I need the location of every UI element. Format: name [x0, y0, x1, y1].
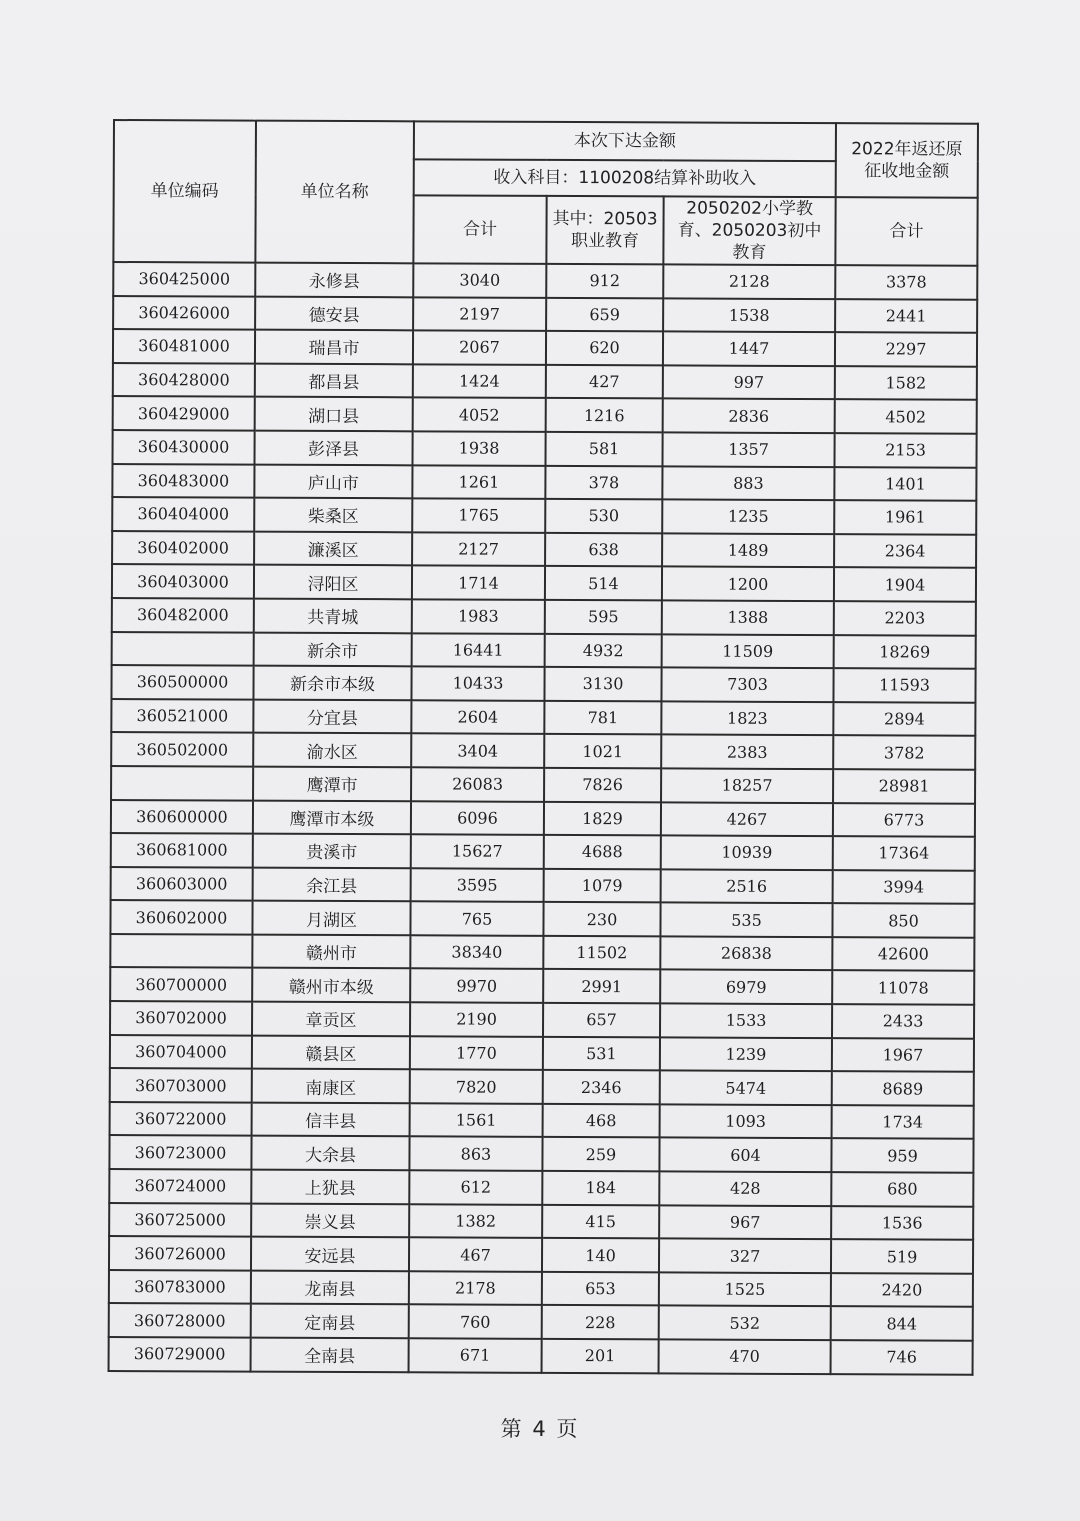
unit-code-cell: 360425000 — [113, 262, 255, 296]
unit-name-cell: 月湖区 — [252, 901, 410, 935]
unit-code-cell: 360704000 — [110, 1035, 252, 1069]
vocational-cell: 514 — [545, 566, 662, 600]
unit-code-cell: 360702000 — [110, 1001, 252, 1035]
total-cell: 467 — [409, 1238, 542, 1272]
vocational-cell: 595 — [545, 600, 662, 634]
table-row — [113, 262, 977, 299]
primary-middle-cell: 1447 — [663, 332, 835, 366]
unit-name-cell: 德安县 — [255, 296, 413, 330]
return-total-cell: 2203 — [834, 601, 976, 635]
return-total-cell: 3782 — [833, 735, 975, 769]
return-total-cell: 2153 — [835, 433, 977, 467]
vocational-cell: 468 — [543, 1104, 660, 1138]
return-total-cell: 1734 — [832, 1105, 974, 1139]
return-total-cell: 2433 — [832, 1004, 974, 1038]
vocational-cell: 781 — [544, 701, 661, 735]
unit-code-cell — [111, 766, 253, 800]
header-unit-code: 单位编码 — [113, 120, 256, 263]
primary-middle-cell: 7303 — [661, 668, 833, 702]
total-cell: 9970 — [410, 969, 543, 1003]
table-row — [113, 296, 977, 333]
unit-code-cell: 360500000 — [111, 665, 253, 699]
table-row — [111, 867, 975, 904]
total-cell: 2178 — [409, 1271, 542, 1305]
return-total-cell: 3994 — [833, 870, 975, 904]
table-row — [110, 1068, 974, 1105]
primary-middle-cell: 883 — [662, 466, 834, 500]
total-cell: 612 — [409, 1170, 542, 1204]
total-cell: 2067 — [413, 330, 546, 364]
primary-middle-cell: 1525 — [659, 1272, 831, 1306]
return-total-cell: 17364 — [833, 836, 975, 870]
return-total-cell: 959 — [831, 1139, 973, 1173]
primary-middle-cell: 1489 — [662, 533, 834, 567]
vocational-cell: 653 — [542, 1272, 659, 1306]
unit-name-cell: 渝水区 — [253, 733, 411, 767]
total-cell: 1561 — [410, 1103, 543, 1137]
table-row — [112, 430, 976, 467]
unit-name-cell: 信丰县 — [252, 1102, 410, 1136]
header-return-amount-text: 2022年返还原征收地金额 — [851, 139, 963, 182]
primary-middle-cell: 2383 — [661, 735, 833, 769]
primary-middle-cell: 604 — [659, 1138, 831, 1172]
primary-middle-cell: 997 — [663, 365, 835, 399]
unit-name-cell: 新余市 — [254, 632, 412, 666]
primary-middle-cell: 532 — [659, 1306, 831, 1340]
table-row — [109, 1303, 973, 1340]
unit-code-cell: 360703000 — [110, 1068, 252, 1102]
header-primary-middle-text: 2050202小学教育、2050203初中教育 — [677, 198, 822, 263]
primary-middle-cell: 1388 — [662, 600, 834, 634]
return-total-cell: 2441 — [835, 299, 977, 333]
vocational-cell: 659 — [546, 297, 663, 331]
unit-code-cell: 360726000 — [109, 1236, 251, 1270]
table-row — [110, 934, 974, 971]
vocational-cell: 4688 — [544, 835, 661, 869]
unit-code-cell — [110, 934, 252, 968]
table-row — [112, 564, 976, 601]
unit-name-cell: 都昌县 — [255, 363, 413, 397]
return-total-cell: 42600 — [832, 937, 974, 971]
total-cell: 1714 — [412, 566, 545, 600]
unit-code-cell: 360402000 — [112, 531, 254, 565]
primary-middle-cell: 1823 — [661, 701, 833, 735]
unit-code-cell: 360430000 — [112, 430, 254, 464]
total-cell: 3040 — [413, 263, 546, 297]
return-total-cell: 2894 — [833, 702, 975, 736]
unit-name-cell: 永修县 — [255, 263, 413, 297]
unit-name-cell: 余江县 — [253, 867, 411, 901]
header-unit-name: 单位名称 — [255, 121, 414, 264]
table-row — [113, 329, 977, 366]
total-cell: 2604 — [411, 700, 544, 734]
return-total-cell: 1961 — [834, 500, 976, 534]
vocational-cell: 530 — [545, 499, 662, 533]
vocational-cell: 912 — [546, 264, 663, 298]
header-return-amount — [836, 123, 978, 198]
primary-middle-cell: 2516 — [661, 869, 833, 903]
unit-name-cell: 濂溪区 — [254, 531, 412, 565]
unit-code-cell: 360728000 — [109, 1303, 251, 1337]
primary-middle-cell: 11509 — [662, 634, 834, 668]
vocational-cell: 1021 — [544, 734, 661, 768]
vocational-cell: 1216 — [546, 398, 663, 432]
total-cell: 671 — [409, 1338, 542, 1372]
unit-code-cell: 360481000 — [113, 329, 255, 363]
unit-name-cell: 浔阳区 — [254, 565, 412, 599]
table-row — [109, 1337, 973, 1374]
unit-name-cell: 赣州市 — [252, 934, 410, 968]
unit-code-cell: 360428000 — [113, 363, 255, 397]
return-total-cell: 11593 — [833, 668, 975, 702]
vocational-cell: 638 — [545, 533, 662, 567]
allocation-table — [108, 119, 979, 1375]
table-row — [113, 396, 977, 433]
primary-middle-cell: 10939 — [661, 835, 833, 869]
unit-code-cell: 360722000 — [110, 1102, 252, 1136]
header-vocational — [546, 196, 663, 265]
total-cell: 26083 — [411, 767, 544, 801]
table-row — [112, 464, 976, 501]
total-cell: 16441 — [412, 633, 545, 667]
total-cell: 1261 — [412, 465, 545, 499]
vocational-cell: 657 — [543, 1003, 660, 1037]
vocational-cell: 378 — [545, 465, 662, 499]
unit-name-cell: 湖口县 — [255, 397, 413, 431]
unit-code-cell: 360426000 — [113, 296, 255, 330]
unit-code-cell: 360602000 — [110, 900, 252, 934]
primary-middle-cell: 1200 — [662, 567, 834, 601]
unit-code-cell: 360724000 — [109, 1169, 251, 1203]
unit-code-cell: 360483000 — [112, 464, 254, 498]
vocational-cell: 531 — [543, 1037, 660, 1071]
table-row — [111, 833, 975, 870]
unit-name-cell: 彭泽县 — [254, 431, 412, 465]
total-cell: 2127 — [412, 532, 545, 566]
return-total-cell: 18269 — [834, 635, 976, 669]
primary-middle-cell: 470 — [659, 1339, 831, 1373]
return-total-cell: 1536 — [831, 1206, 973, 1240]
unit-name-cell: 章贡区 — [252, 1002, 410, 1036]
unit-code-cell: 360521000 — [111, 699, 253, 733]
table-row — [111, 799, 975, 836]
vocational-cell: 228 — [542, 1305, 659, 1339]
table-row — [112, 632, 976, 669]
primary-middle-cell: 535 — [660, 903, 832, 937]
table-row — [109, 1236, 973, 1273]
unit-code-cell: 360482000 — [112, 598, 254, 632]
primary-middle-cell: 1235 — [662, 500, 834, 534]
total-cell: 1770 — [410, 1036, 543, 1070]
return-total-cell: 519 — [831, 1239, 973, 1273]
table-row — [109, 1270, 973, 1307]
unit-name-cell: 定南县 — [251, 1304, 409, 1338]
return-total-cell: 746 — [831, 1340, 973, 1374]
vocational-cell: 1829 — [544, 801, 661, 835]
vocational-cell: 4932 — [545, 633, 662, 667]
primary-middle-cell: 6979 — [660, 970, 832, 1004]
primary-middle-cell: 2836 — [663, 399, 835, 433]
vocational-cell: 415 — [542, 1205, 659, 1239]
return-total-cell: 2297 — [835, 332, 977, 366]
primary-middle-cell: 428 — [659, 1171, 831, 1205]
vocational-cell: 620 — [546, 331, 663, 365]
table-row — [112, 598, 976, 635]
return-total-cell: 4502 — [835, 400, 977, 434]
table-row — [110, 1035, 974, 1072]
return-total-cell: 844 — [831, 1307, 973, 1341]
unit-name-cell: 鹰潭市 — [253, 767, 411, 801]
primary-middle-cell: 18257 — [661, 768, 833, 802]
unit-name-cell: 贵溪市 — [253, 834, 411, 868]
table-row — [109, 1135, 973, 1172]
vocational-cell: 581 — [545, 432, 662, 466]
unit-name-cell: 赣州市本级 — [252, 968, 410, 1002]
unit-code-cell: 360403000 — [112, 564, 254, 598]
unit-code-cell: 360502000 — [111, 732, 253, 766]
unit-name-cell: 崇义县 — [251, 1203, 409, 1237]
table-row — [112, 531, 976, 568]
return-total-cell: 11078 — [832, 971, 974, 1005]
return-total-cell: 680 — [831, 1172, 973, 1206]
unit-name-cell: 大余县 — [251, 1136, 409, 1170]
primary-middle-cell: 967 — [659, 1205, 831, 1239]
unit-code-cell: 360783000 — [109, 1270, 251, 1304]
unit-name-cell: 庐山市 — [254, 464, 412, 498]
total-cell: 1765 — [412, 498, 545, 532]
vocational-cell: 230 — [543, 902, 660, 936]
return-total-cell: 3378 — [835, 265, 977, 299]
total-cell: 6096 — [411, 801, 544, 835]
table-row — [111, 766, 975, 803]
header-income-subject: 收入科目：1100208结算补助收入 — [414, 159, 836, 197]
vocational-cell: 2346 — [543, 1070, 660, 1104]
unit-code-cell: 360729000 — [109, 1337, 251, 1371]
header-vocational-text: 其中：20503职业教育 — [552, 208, 658, 252]
vocational-cell: 7826 — [544, 768, 661, 802]
vocational-cell: 201 — [542, 1339, 659, 1373]
primary-middle-cell: 4267 — [661, 802, 833, 836]
unit-name-cell: 柴桑区 — [254, 498, 412, 532]
return-total-cell: 1401 — [834, 467, 976, 501]
table-row — [110, 1001, 974, 1038]
unit-code-cell: 360600000 — [111, 799, 253, 833]
total-cell: 1983 — [412, 599, 545, 633]
vocational-cell: 427 — [546, 365, 663, 399]
table-row — [110, 967, 974, 1004]
primary-middle-cell: 2128 — [663, 264, 835, 298]
primary-middle-cell: 327 — [659, 1239, 831, 1273]
return-total-cell: 850 — [832, 903, 974, 937]
table-row — [112, 497, 976, 534]
header-primary-middle — [663, 196, 835, 265]
unit-code-cell: 360723000 — [109, 1135, 251, 1169]
vocational-cell: 140 — [542, 1238, 659, 1272]
total-cell: 3404 — [411, 734, 544, 768]
total-cell: 4052 — [413, 398, 546, 432]
unit-name-cell: 新余市本级 — [253, 666, 411, 700]
primary-middle-cell: 1093 — [660, 1104, 832, 1138]
return-total-cell: 8689 — [832, 1071, 974, 1105]
unit-name-cell: 瑞昌市 — [255, 330, 413, 364]
table-row — [110, 1102, 974, 1139]
table-row — [113, 363, 977, 400]
return-total-cell: 28981 — [833, 769, 975, 803]
page-number: 第 4 页 — [500, 1417, 580, 1441]
total-cell: 3595 — [411, 868, 544, 902]
total-cell: 2190 — [410, 1002, 543, 1036]
primary-middle-cell: 1239 — [660, 1037, 832, 1071]
total-cell: 1382 — [409, 1204, 542, 1238]
primary-middle-cell: 1533 — [660, 1003, 832, 1037]
vocational-cell: 11502 — [543, 936, 660, 970]
unit-name-cell: 鹰潭市本级 — [253, 800, 411, 834]
table-body — [109, 262, 978, 1374]
vocational-cell: 184 — [542, 1171, 659, 1205]
unit-code-cell: 360681000 — [111, 833, 253, 867]
vocational-cell: 3130 — [544, 667, 661, 701]
table-row — [111, 732, 975, 769]
unit-code-cell: 360404000 — [112, 497, 254, 531]
unit-code-cell: 360700000 — [110, 967, 252, 1001]
unit-code-cell: 360603000 — [111, 867, 253, 901]
total-cell: 10433 — [411, 666, 544, 700]
return-total-cell: 2364 — [834, 534, 976, 568]
unit-name-cell: 南康区 — [252, 1069, 410, 1103]
return-total-cell: 1904 — [834, 567, 976, 601]
table-row — [110, 900, 974, 937]
table-row — [109, 1169, 973, 1206]
unit-name-cell: 分宜县 — [253, 699, 411, 733]
total-cell: 7820 — [410, 1070, 543, 1104]
primary-middle-cell: 1357 — [662, 432, 834, 466]
total-cell: 1424 — [413, 364, 546, 398]
header-current-allocation: 本次下达金额 — [414, 121, 836, 161]
return-total-cell: 6773 — [833, 803, 975, 837]
vocational-cell: 1079 — [544, 869, 661, 903]
unit-code-cell — [112, 632, 254, 666]
header-return-total: 合计 — [835, 197, 977, 266]
total-cell: 38340 — [410, 935, 543, 969]
unit-name-cell: 安远县 — [251, 1237, 409, 1271]
vocational-cell: 259 — [542, 1137, 659, 1171]
unit-code-cell: 360725000 — [109, 1203, 251, 1237]
header-total: 合计 — [413, 195, 546, 264]
unit-name-cell: 龙南县 — [251, 1270, 409, 1304]
primary-middle-cell: 26838 — [660, 936, 832, 970]
unit-name-cell: 赣县区 — [252, 1035, 410, 1069]
return-total-cell: 1582 — [835, 366, 977, 400]
unit-code-cell: 360429000 — [113, 396, 255, 430]
return-total-cell: 1967 — [832, 1038, 974, 1072]
total-cell: 863 — [409, 1137, 542, 1171]
unit-name-cell: 全南县 — [251, 1338, 409, 1372]
total-cell: 15627 — [411, 834, 544, 868]
unit-name-cell: 上犹县 — [251, 1170, 409, 1204]
total-cell: 760 — [409, 1305, 542, 1339]
table-row — [111, 699, 975, 736]
total-cell: 1938 — [412, 431, 545, 465]
primary-middle-cell: 5474 — [660, 1071, 832, 1105]
return-total-cell: 2420 — [831, 1273, 973, 1307]
total-cell: 2197 — [413, 297, 546, 331]
table-row — [109, 1203, 973, 1240]
unit-name-cell: 共青城 — [254, 599, 412, 633]
total-cell: 765 — [410, 902, 543, 936]
primary-middle-cell: 1538 — [663, 298, 835, 332]
vocational-cell: 2991 — [543, 969, 660, 1003]
table-header — [113, 120, 978, 266]
table-row — [111, 665, 975, 702]
